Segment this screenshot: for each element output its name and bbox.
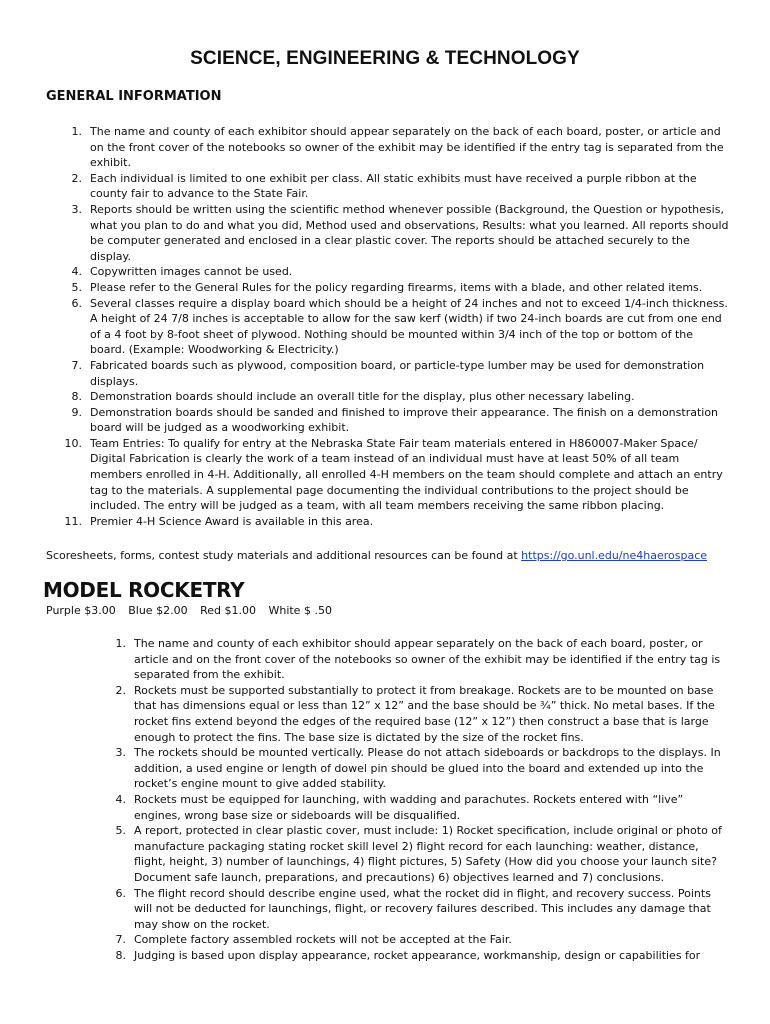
- price-red: Red $1.00: [200, 604, 256, 617]
- resources-note: [46, 548, 707, 563]
- list-text: Copywritten images cannot be used.: [90, 265, 293, 279]
- list-text: Premier 4-H Science Award is available in this area.: [90, 514, 374, 528]
- resources-text: Scoresheets, forms, contest study materials and additional resources can be found at: [46, 549, 522, 562]
- list-number: 10.: [64, 436, 82, 450]
- list-text: Each individual is limited to one exhibit per class. All static exhibits must have received a purple ribbon at the county fair to advance to the State Fair.: [90, 171, 697, 201]
- list-text: Please refer to the General Rules for the policy regarding firearms, items with a blade, and other related items.: [90, 280, 703, 294]
- list-number: 2.: [71, 171, 82, 185]
- list-text: Fabricated boards such as plywood, composition board, or particle-type lumber may be used for demonstration displays.: [90, 358, 705, 388]
- general-information-heading: GENERAL INFORMATION: [46, 89, 222, 104]
- list-item: [90, 948, 730, 964]
- list-number: 9.: [71, 405, 82, 419]
- list-text: The rockets should be mounted vertically. Please do not attach sideboards or backdrops to the displays. In addition, a used engine or length of dowel pin should be glued into the board and extended up into the rocket’s engine mount to give added stability.: [134, 746, 721, 791]
- list-number: 8.: [71, 390, 82, 404]
- list-item: [90, 636, 730, 683]
- list-text: Several classes require a display board which should be a height of 24 inches and not to exceed 1/4-inch thickness. A height of 24 7/8 inches is acceptable to allow for the saw kerf (width) if two 24-inch boards are cut from one end of a 4 foot by 8-foot sheet of plywood. Nothing should be mounted within 3/4 inch of the top or bottom of the board. (Example: Woodworking & Electricity.): [90, 296, 728, 357]
- list-number: 4.: [71, 265, 82, 279]
- list-number: 7.: [115, 933, 126, 947]
- list-text: Demonstration boards should include an overall title for the display, plus other necessary labeling.: [90, 390, 635, 404]
- list-number: 11.: [64, 514, 82, 528]
- list-item: [46, 171, 730, 202]
- list-item: [46, 124, 730, 171]
- list-item: [90, 792, 730, 823]
- list-text: Rockets must be supported substantially to protect it from breakage. Rockets are to be mounted on base that has dimensions equal or less than 12” x 12” and the base should be ¾” thick. No metal bases. If the rocket fins extend beyond the edges of the required base (12” x 12”) then construct a base that is large enough to protect the fins. The base size is dictated by the size of the rocket fins.: [134, 683, 715, 744]
- list-item: [46, 514, 730, 530]
- page-title: SCIENCE, ENGINEERING & TECHNOLOGY: [190, 48, 580, 69]
- model-rocketry-list: [90, 636, 730, 963]
- list-text: Rockets must be equipped for launching, with wadding and parachutes. Rockets entered with “live” engines, wrong base size or sideboards will be disqualified.: [134, 792, 684, 822]
- list-item: [46, 280, 730, 296]
- list-number: 8.: [115, 948, 126, 962]
- list-text: The name and county of each exhibitor should appear separately on the back of each board, poster, or article and on the front cover of the notebooks so owner of the exhibit may be identified if the entry tag is separated from the exhibit.: [90, 125, 724, 170]
- list-item: [46, 436, 730, 514]
- list-number: 6.: [71, 296, 82, 310]
- list-text: Complete factory assembled rockets will not be accepted at the Fair.: [134, 933, 512, 947]
- list-text: Reports should be written using the scientific method whenever possible (Background, the Question or hypothesis, what you plan to do and what you did, Method used and observations, Results: what you learned. All reports should be computer generated and enclosed in a clear plastic cover. The reports should be attached securely to the display.: [90, 202, 729, 263]
- list-text: Team Entries: To qualify for entry at the Nebraska State Fair team materials entered in H860007-Maker Space/ Digital Fabrication is clearly the work of a team instead of an individual must have at least 50% of all team members enrolled in 4-H. Additionally, all enrolled 4-H members on the team should complete and attach an entry tag to the materials. A supplemental page documenting the individual contributions to the project should be included. The entry will be judged as a team, with all team members receiving the same ribbon placing.: [90, 436, 723, 513]
- list-number: 6.: [115, 886, 126, 900]
- list-item: [46, 389, 730, 405]
- model-rocketry-heading: MODEL ROCKETRY: [43, 578, 245, 602]
- list-number: 1.: [71, 125, 82, 138]
- list-text: Demonstration boards should be sanded and finished to improve their appearance. The finish on a demonstration board will be judged as a woodworking exhibit.: [90, 405, 719, 435]
- price-purple: Purple $3.00: [46, 604, 116, 617]
- price-white: White $ .50: [268, 604, 332, 617]
- list-number: 7.: [71, 358, 82, 372]
- list-number: 2.: [115, 683, 126, 697]
- list-number: 5.: [115, 824, 126, 838]
- list-item: [46, 358, 730, 389]
- list-item: [90, 932, 730, 948]
- premium-prices: [46, 604, 341, 617]
- list-number: 3.: [115, 746, 126, 760]
- list-item: [90, 683, 730, 745]
- price-blue: Blue $2.00: [128, 604, 188, 617]
- list-item: [46, 405, 730, 436]
- resources-link[interactable]: https://go.unl.edu/ne4haerospace: [521, 549, 708, 562]
- list-number: 3.: [71, 202, 82, 216]
- list-number: 5.: [71, 280, 82, 294]
- list-number: 1.: [115, 637, 126, 650]
- list-item: [90, 886, 730, 933]
- list-text: The flight record should describe engine used, what the rocket did in flight, and recovery success. Points will not be deducted for launchings, flight, or recovery failures described. This includes any damage that may show on the rocket.: [134, 886, 711, 931]
- general-information-list: [46, 124, 730, 529]
- list-item: [46, 296, 730, 358]
- list-item: [90, 745, 730, 792]
- list-item: [46, 264, 730, 280]
- list-text: Judging is based upon display appearance, rocket appearance, workmanship, design or capabilities for: [134, 948, 701, 962]
- list-text: A report, protected in clear plastic cover, must include: 1) Rocket specification, include original or photo of manufacture packaging stating rocket skill level 2) flight record for each launching: weather, distance, flight, height, 3) number of launchings, 4) flight pictures, 5) Safety (How did you choose your launch site? Document safe launch, preparations, and precautions) 6) objectives learned and 7) conclusions.: [134, 824, 722, 884]
- list-text: The name and county of each exhibitor should appear separately on the back of each board, poster, or article and on the front cover of the notebooks so owner of the exhibit may be identified if the entry tag is separated from the exhibit.: [134, 637, 721, 682]
- list-number: 4.: [115, 792, 126, 806]
- list-item: [46, 202, 730, 264]
- list-item: [90, 823, 730, 885]
